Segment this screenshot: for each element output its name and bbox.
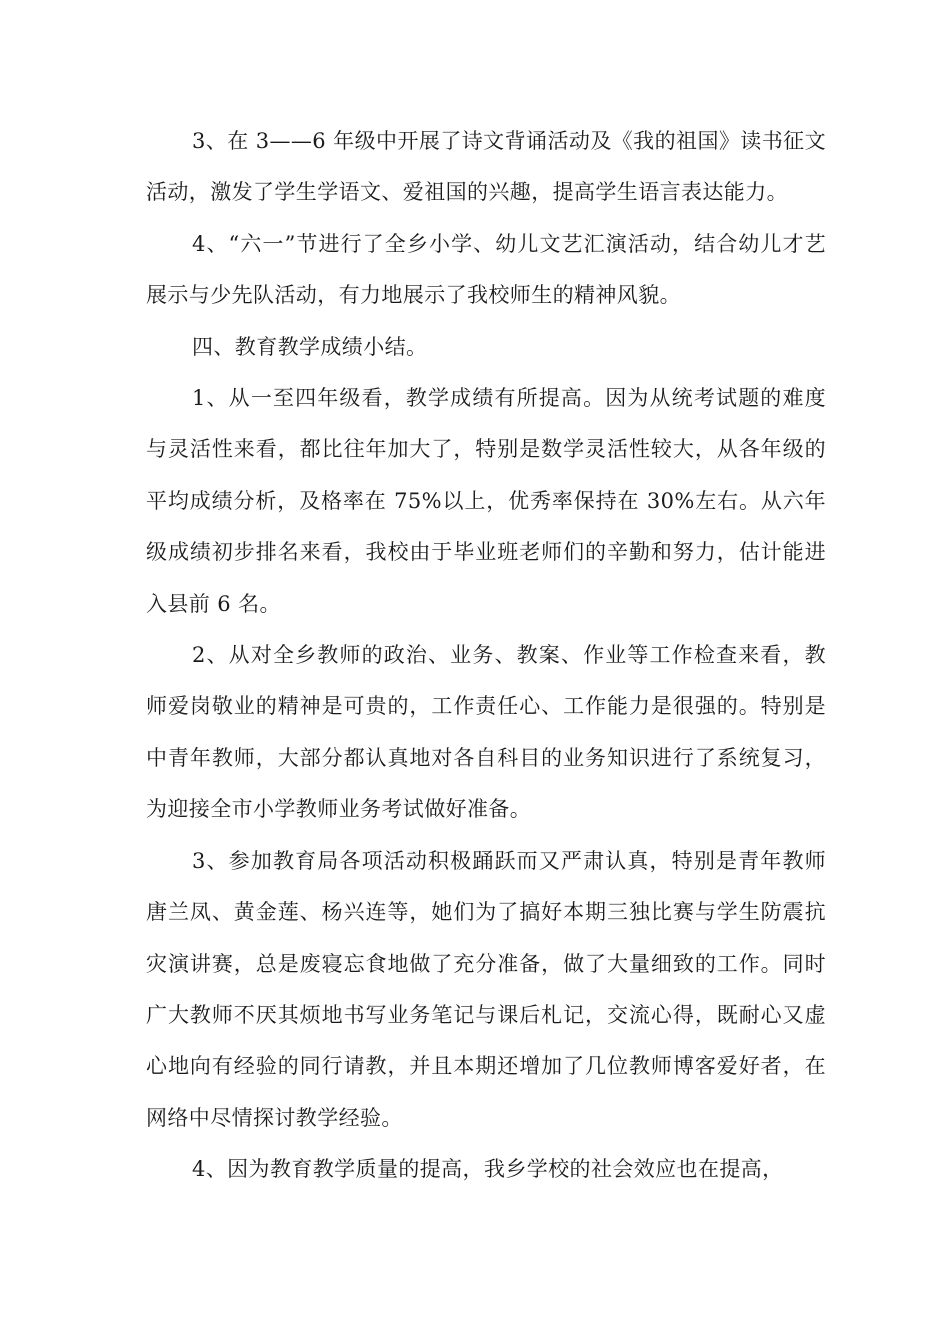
paragraph-activity-4: 4、“六一”节进行了全乡小学、幼儿文艺汇演活动，结合幼儿才艺展示与少先队活动，有力地展示了我校师生的精神风貌。 bbox=[146, 231, 826, 308]
document-body bbox=[146, 116, 826, 1196]
paragraph-result-3: 3、参加教育局各项活动积极踊跃而又严肃认真，特别是青年教师唐兰凤、黄金莲、杨兴连等，她们为了搞好本期三独比赛与学生防震抗灾演讲赛，总是废寝忘食地做了充分准备，做了大量细致的工作。同时广大教师不厌其烦地书写业务笔记与课后札记，交流心得，既耐心又虚心地向有经验的同行请教，并且本期还增加了几位教师博客爱好者，在网络中尽情探讨教学经验。 bbox=[146, 848, 826, 1130]
paragraph-result-4: 4、因为教育教学质量的提高，我乡学校的社会效应也在提高， bbox=[192, 1157, 784, 1182]
paragraph-result-1: 1、从一至四年级看，教学成绩有所提高。因为从统考试题的难度与灵活性来看，都比往年加大了，特别是数学灵活性较大，从各年级的平均成绩分析，及格率在 75%以上，优秀率保持在 30%左右。从六年级成绩初步排名来看，我校由于毕业班老师们的辛勤和努力，估计能进入县前 6 名。 bbox=[146, 386, 826, 616]
paragraph-result-2: 2、从对全乡教师的政治、业务、教案、作业等工作检查来看，教师爱岗敬业的精神是可贵的，工作责任心、工作能力是很强的。特别是中青年教师，大部分都认真地对各自科目的业务知识进行了系统复习，为迎接全市小学教师业务考试做好准备。 bbox=[146, 643, 826, 822]
section-heading-4: 四、教育教学成绩小结。 bbox=[192, 334, 428, 359]
paragraph-activity-3: 3、在 3——6 年级中开展了诗文背诵活动及《我的祖国》读书征文活动，激发了学生学语文、爱祖国的兴趣，提高学生语言表达能力。 bbox=[146, 129, 826, 205]
